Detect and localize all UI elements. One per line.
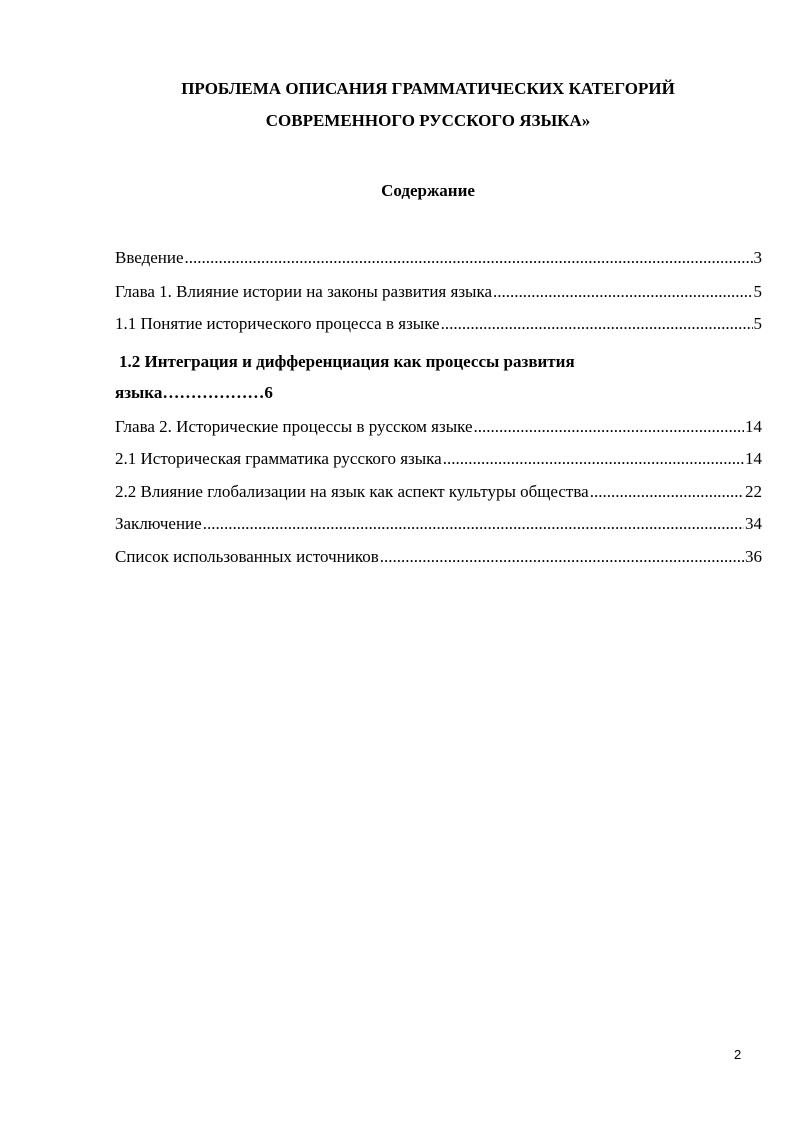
toc-entry-page: 22 [745, 482, 762, 501]
toc-leader-dots [474, 416, 744, 438]
toc-entry-references [115, 546, 762, 568]
toc-leader-dots [590, 481, 744, 503]
toc-entry-text: Глава 2. Исторические процессы в русском языке [115, 417, 473, 436]
toc-entry-chapter-1 [115, 281, 762, 303]
toc-entry-page: 5 [753, 282, 762, 301]
toc-leader-dots [185, 247, 753, 269]
toc-entry-page: 34 [745, 514, 762, 533]
toc-entry-text: Введение [115, 248, 184, 267]
toc-entry-text: 2.2 Влияние глобализации на язык как аспект культуры общества [115, 482, 589, 501]
toc-entry-section-1-2: 1.2 Интеграция и дифференциация как процессы развития [119, 352, 575, 371]
toc-entry-introduction [115, 247, 762, 269]
toc-leader-dots [203, 513, 744, 535]
toc-entry-section-2-1 [115, 448, 762, 470]
toc-leader-dots [493, 281, 752, 303]
toc-entry-page: 14 [745, 449, 762, 468]
toc-entry-section-1-2-continued: языка………………6 [115, 383, 273, 402]
toc-entry-section-2-2 [115, 481, 762, 503]
document-title-line-2: СОВРЕМЕННОГО РУССКОГО ЯЗЫКА» [265, 111, 591, 130]
toc-entry-text: 2.1 Историческая грамматика русского языка [115, 449, 442, 468]
toc-entry-text: Заключение [115, 514, 202, 533]
toc-entry-section-1-1 [115, 313, 762, 335]
toc-entry-text: 1.1 Понятие исторического процесса в языке [115, 314, 440, 333]
toc-leader-dots [380, 546, 744, 568]
toc-entry-text: Глава 1. Влияние истории на законы развития языка [115, 282, 493, 301]
toc-entry-conclusion [115, 513, 762, 535]
toc-entry-chapter-2 [115, 416, 762, 438]
toc-entry-text: Список использованных источников [115, 547, 379, 566]
toc-leader-dots [443, 448, 744, 470]
document-title-line-1: ПРОБЛЕМА ОПИСАНИЯ ГРАММАТИЧЕСКИХ КАТЕГОРИЙ [181, 79, 675, 98]
toc-leader-dots [441, 313, 753, 335]
toc-entry-page: 14 [745, 417, 762, 436]
toc-entry-page: 3 [753, 248, 762, 267]
page-number: 2 [734, 1047, 742, 1062]
toc-entry-page: 5 [753, 314, 762, 333]
contents-heading: Содержание [381, 181, 475, 200]
toc-entry-page: 36 [745, 547, 762, 566]
